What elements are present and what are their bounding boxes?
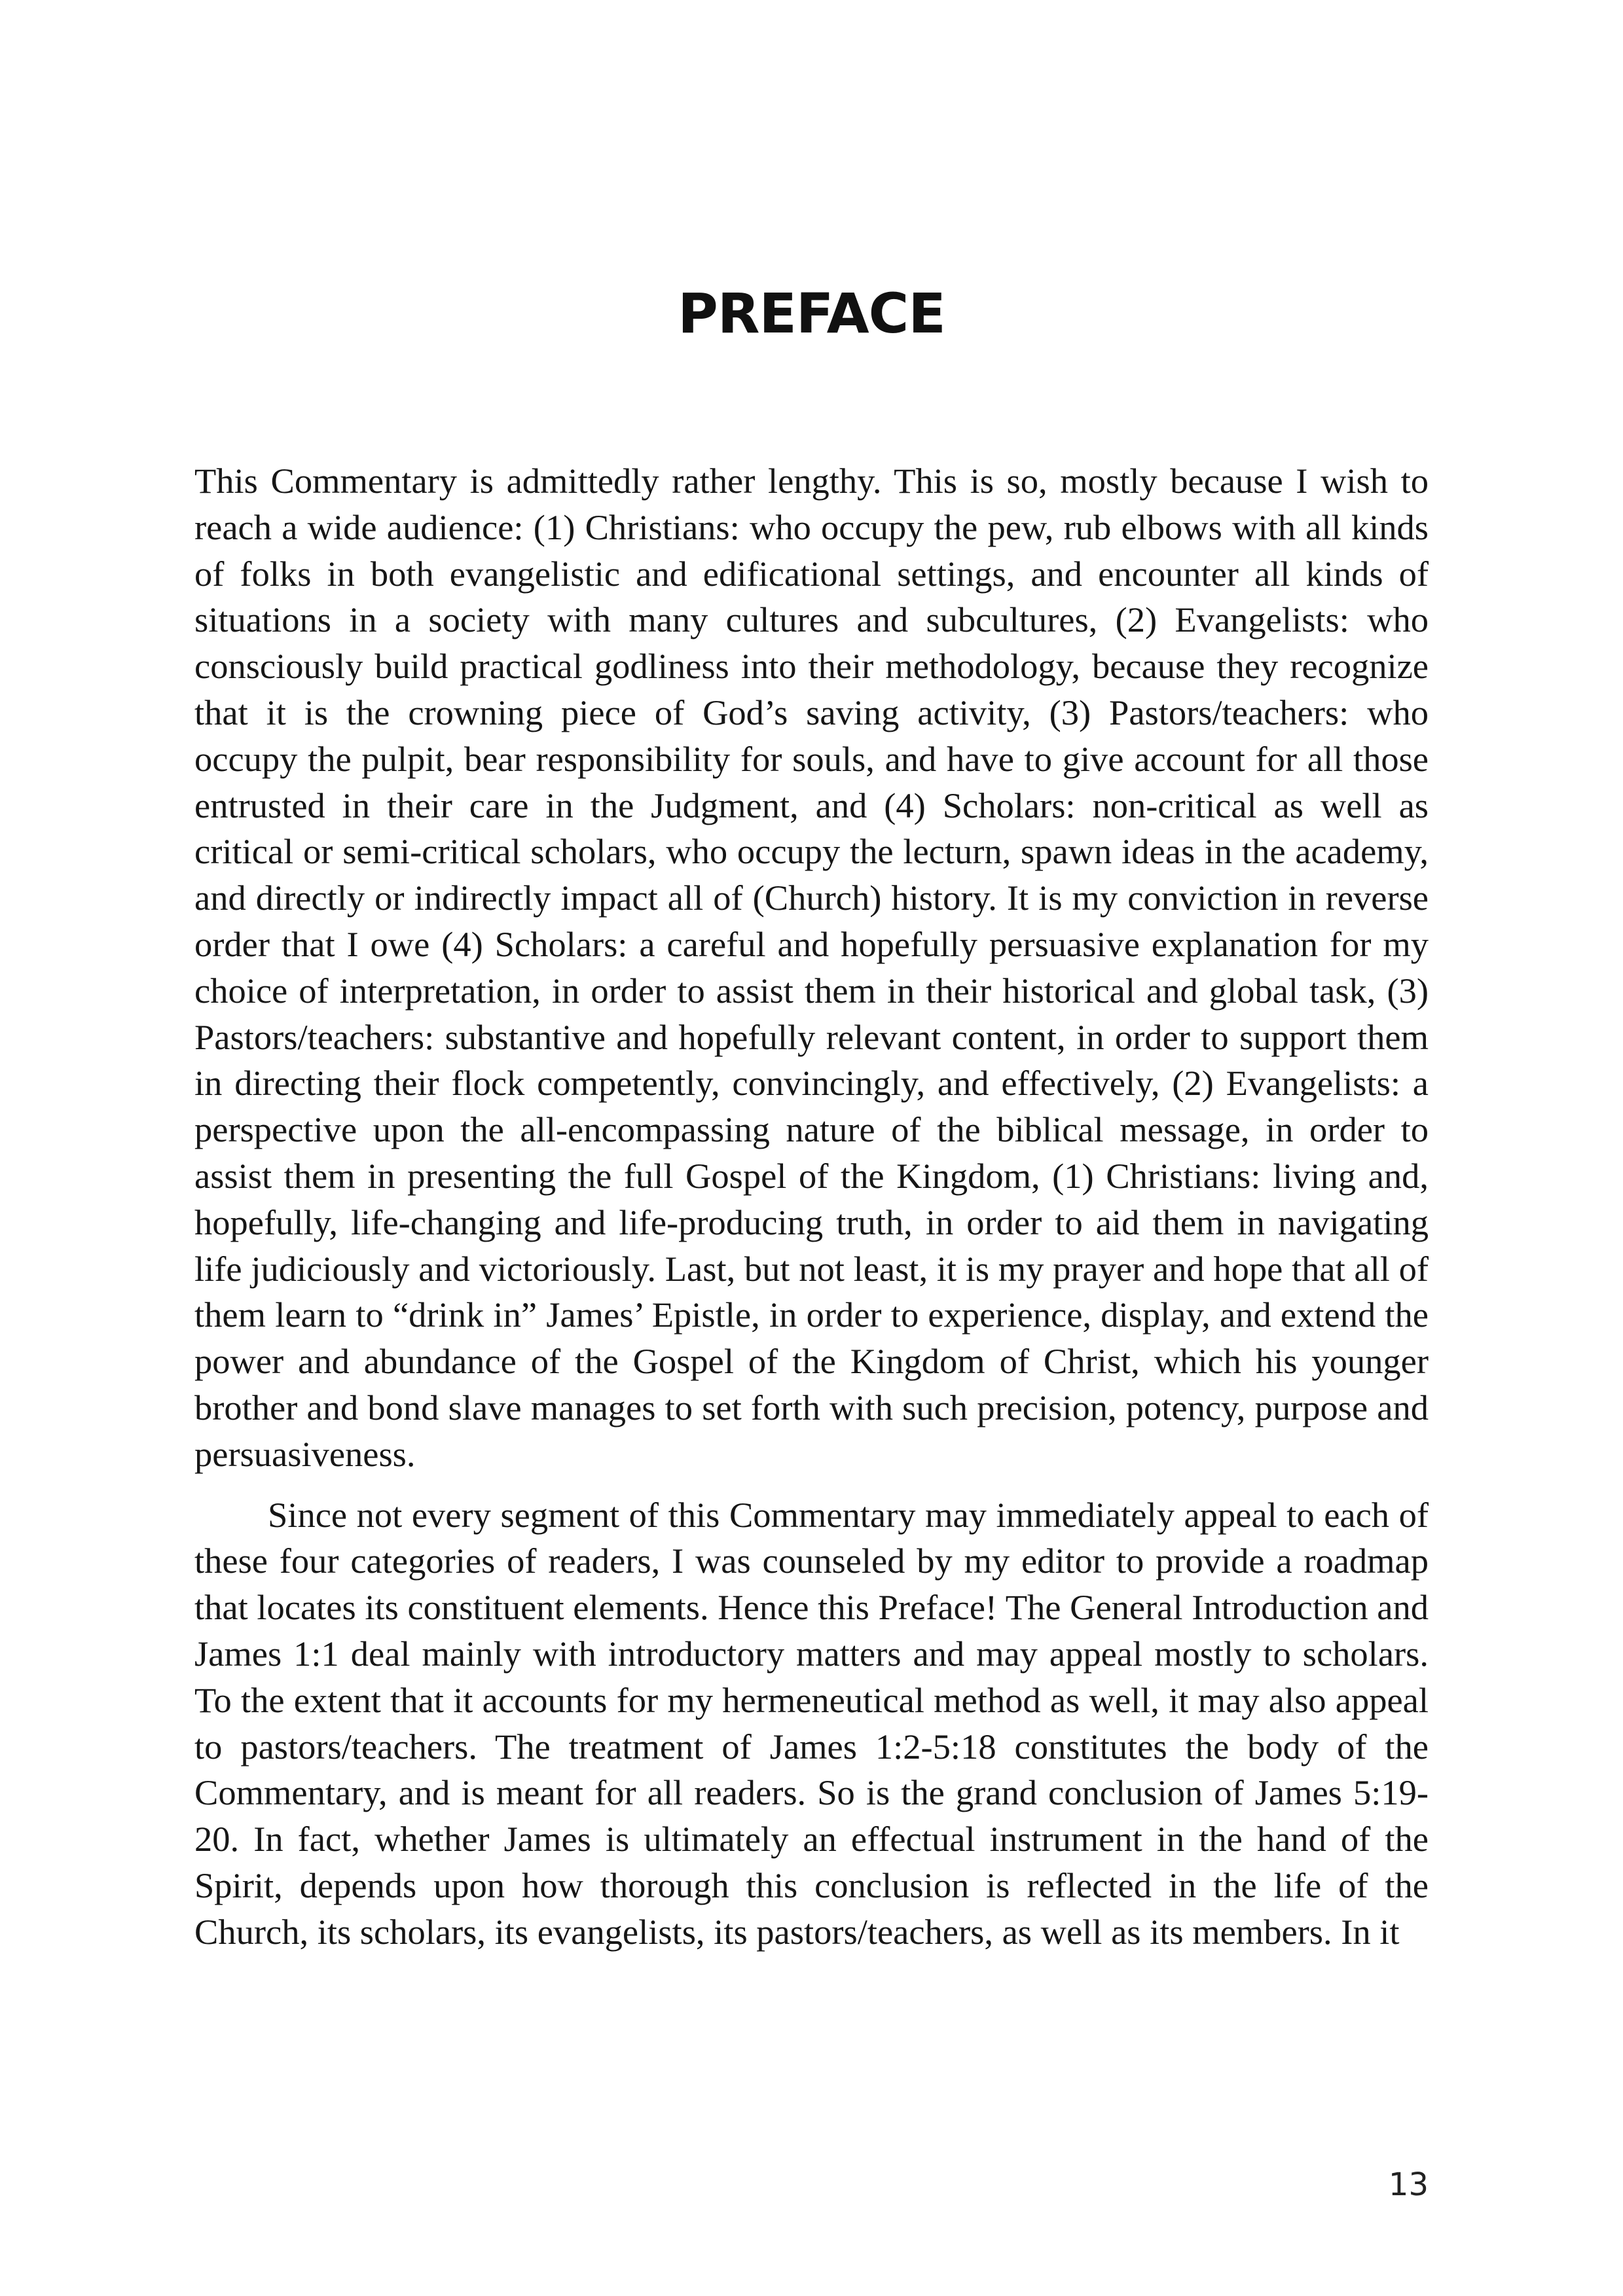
paragraph-2: Since not every segment of this Commentary may immediately appeal to each of these four categories of readers, I was counseled by my editor to provide a roadmap that locates its constituent elements. Hence this Preface! The General Introduction and James 1:1 deal mainly with introductory matters and may appeal mostly to scholars. To the extent that it accounts for my hermeneutical method as well, it may also appeal to pastors/teachers. The treatment of James 1:2-5:18 constitutes the body of the Commentary, and is meant for all readers. So is the grand conclusion of James 5:19-20. In fact, whether James is ultimately an effectual instrument in the hand of the Spirit, depends upon how thorough this conclusion is reflected in the life of the Church, its scholars, its evangelists, its pastors/teachers, as well as its members. In it xyxy=(194,1494,1429,1952)
page-title: PREFACE xyxy=(678,281,945,346)
body-text xyxy=(194,458,1429,1956)
paragraph-1: This Commentary is admittedly rather lengthy. This is so, mostly because I wish to reach a wide audience: (1) Christians: who occupy the pew, rub elbows with all kinds of folks in both evangelistic and edificational settings, and encounter all kinds of situations in a society with many cultures and subcultures, (2) Evangelists: who consciously build practical godliness into their methodology, because they recognize that it is the crowning piece of God’s saving activity, (3) Pastors/teachers: who occupy the pulpit, bear responsibility for souls, and have to give account for all those entrusted in their care in the Judgment, and (4) Scholars: non-critical as well as critical or semi-critical scholars, who occupy the lecturn, spawn ideas in the academy, and directly or indirectly impact all of (Church) history. It is my conviction in reverse order that I owe (4) Scholars: a careful and hopefully persuasive explanation for my choice of interpretation, in order to assist them in their historical and global task, (3) Pastors/teachers: substantive and hopefully relevant content, in order to support them in directing their flock competently, convincingly, and effectively, (2) Evangelists: a perspective upon the all-encompassing nature of the biblical message, in order to assist them in presenting the full Gospel of the Kingdom, (1) Christians: living and, hopefully, life-changing and life-producing truth, in order to aid them in navigating life judiciously and victoriously. Last, but not least, it is my prayer and hope that all of them learn to “drink in” James’ Epistle, in order to experience, display, and extend the power and abundance of the Gospel of the Kingdom of Christ, which his younger brother and bond slave manages to set forth with such precision, potency, purpose and persuasiveness. xyxy=(194,461,1429,1474)
page-number: 13 xyxy=(1388,2166,1429,2203)
